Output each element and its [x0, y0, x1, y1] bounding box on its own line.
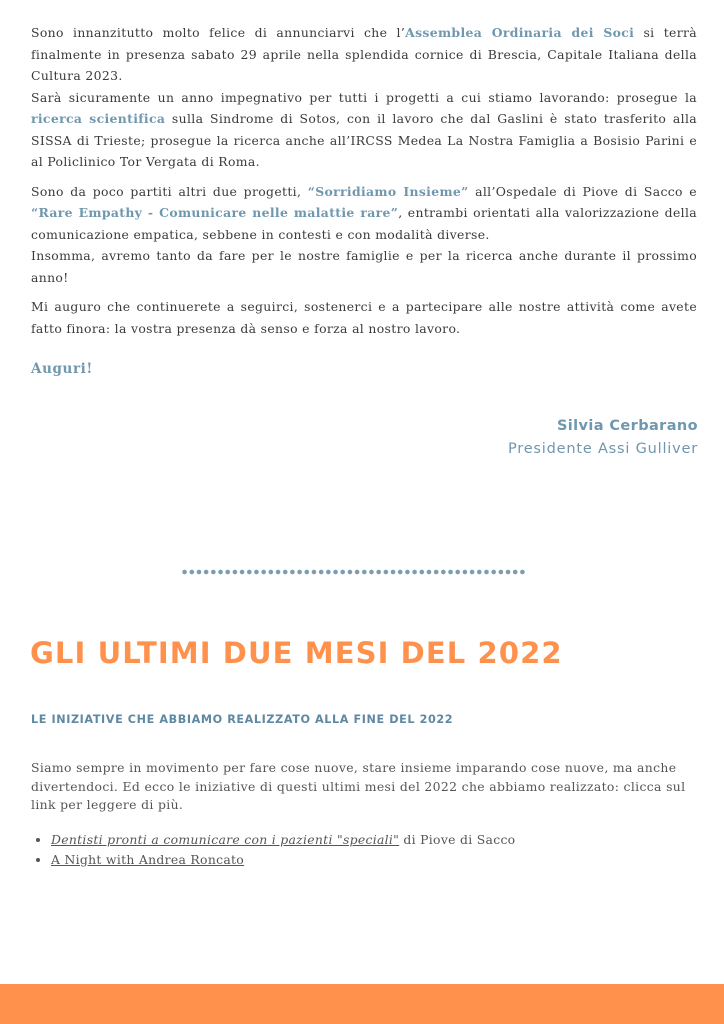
highlight-assemblea: Assemblea Ordinaria dei Soci: [405, 25, 635, 40]
closing-greeting: Auguri!: [31, 361, 93, 377]
intro-text: Insomma, avremo tanto da fare per le nostre famiglie e per la ricerca anche durante il prossimo anno!: [31, 248, 697, 285]
section-body: Siamo sempre in movimento per fare cose nuove, stare insieme imparando cose nuove, ma anche divertendoci. Ed ecco le iniziative di questi ultimi mesi del 2022 che abbiamo realizzato: clicca sul link per leggere di più.: [31, 760, 686, 812]
intro-text: Sarà sicuramente un anno impegnativo per tutti i progetti a cui stiamo lavorando: prosegue la: [31, 89, 697, 105]
intro-text: , entrambi orientati alla valorizzazione della comunicazione empatica, sebbene in contesti e con modalità diverse.: [31, 205, 698, 242]
intro-paragraph-2: [31, 181, 697, 289]
footer-bar: [0, 984, 724, 1024]
section-title: GLI ULTIMI DUE MESI DEL 2022: [30, 636, 563, 670]
intro-paragraph-3: Mi auguro che continuerete a seguirci, sostenerci e a partecipare alle nostre attività come avete fatto finora: la vostra presenza dà senso e forza al nostro lavoro.: [31, 299, 697, 336]
signature-role: Presidente Assi Gulliver: [507, 441, 698, 457]
signature-block: [508, 418, 698, 457]
intro-letter: [31, 22, 697, 347]
intro-text: Sono innanzitutto molto felice di annunciarvi che l’: [31, 25, 406, 40]
signature-name: Silvia Cerbarano: [556, 418, 698, 434]
highlight-rare-empathy: “Rare Empathy - Comunicare nelle malattie rare”: [31, 205, 399, 220]
intro-text: all’Ospedale di Piove di Sacco e: [468, 183, 697, 199]
highlight-sorridiamo: “Sorridiamo Insieme”: [307, 183, 469, 199]
initiatives-list: [31, 830, 515, 870]
link-dentisti[interactable]: Dentisti pronti a comunicare con i pazienti "speciali": [51, 832, 400, 847]
link-night-roncato[interactable]: A Night with Andrea Roncato: [51, 852, 245, 867]
list-item: [51, 830, 515, 850]
intro-text: sulla Sindrome di Sotos, con il lavoro che dal Gaslini è stato trasferito alla SISSA di Trieste; prosegue la ricerca anche all’IRCSS Medea La Nostra Famiglia a Bosisio Parini e al Policlinico Tor Vergata di Roma.: [31, 111, 697, 169]
intro-paragraph-1: [31, 22, 697, 173]
highlight-ricerca: ricerca scientifica: [31, 111, 166, 126]
intro-text: Sono da poco partiti altri due progetti,: [31, 183, 308, 199]
intro-text: si terrà finalmente in presenza sabato 29 aprile nella splendida cornice di Brescia, Capitale Italiana della Cultura 2023.: [31, 25, 697, 83]
section-subtitle: LE INIZIATIVE CHE ABBIAMO REALIZZATO ALLA FINE DEL 2022: [31, 713, 454, 726]
link-suffix: di Piove di Sacco: [399, 832, 516, 847]
dotted-divider: [181, 569, 526, 575]
list-item: [51, 850, 515, 870]
